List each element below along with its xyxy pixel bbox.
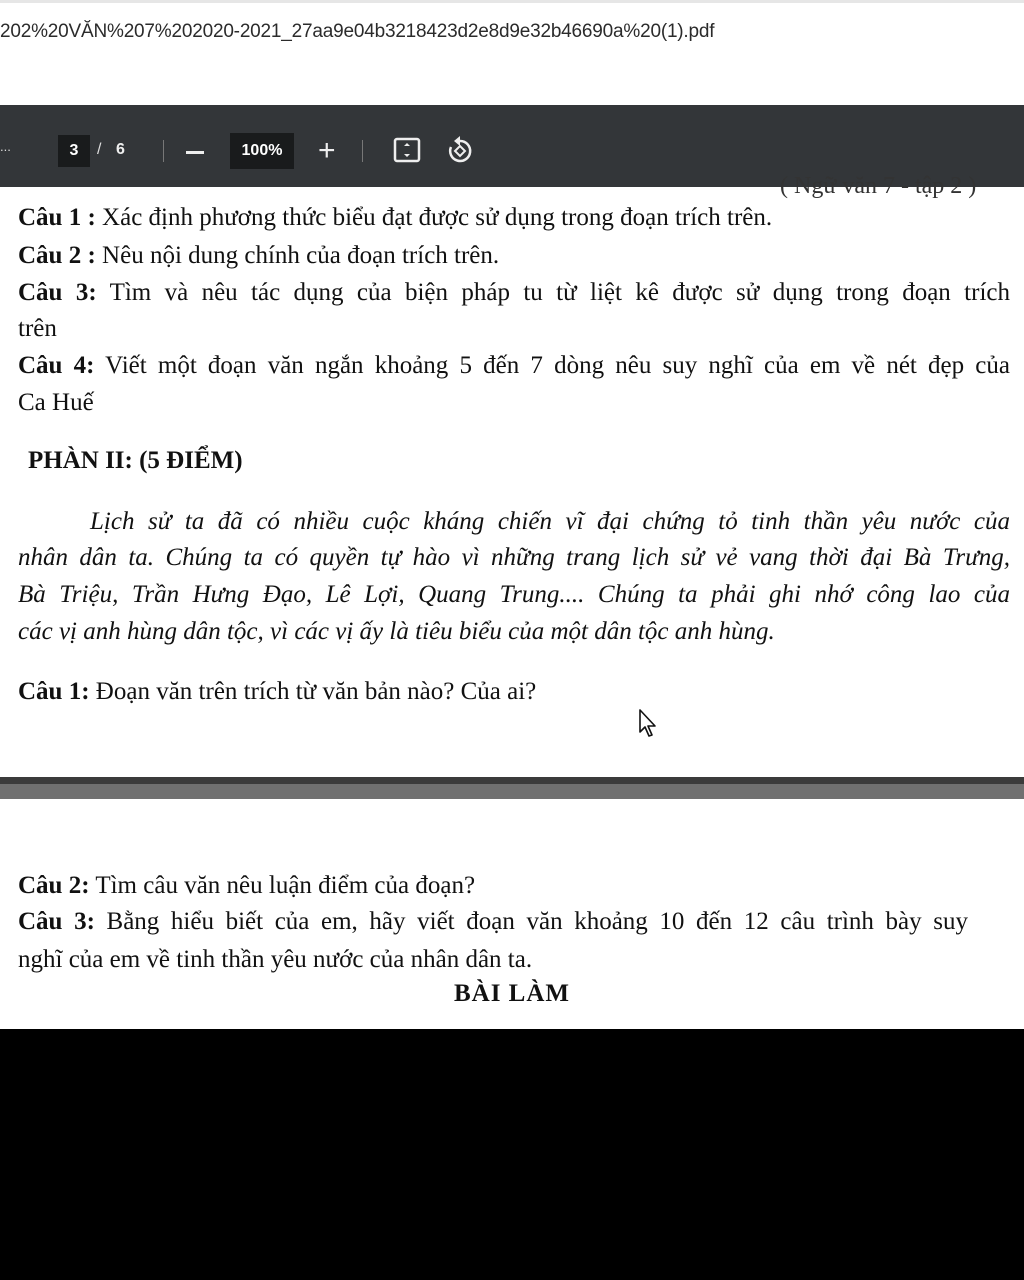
- toolbar-divider: [362, 140, 363, 162]
- pdf-page-4: [0, 799, 1024, 1029]
- part-2-question-3-cont: nghĩ của em về tinh thần yêu nước của nhân dân ta.: [18, 946, 533, 973]
- question-3-cont: trên: [18, 315, 57, 342]
- part-2-heading: PHÀN II: (5 ĐIỂM): [28, 447, 243, 474]
- part-2-question-3: Câu 3: Bằng hiểu biết của em, hãy viết đoạn văn khoảng 10 đến 12 câu trình bày suy: [18, 908, 968, 935]
- answer-heading: BÀI LÀM: [453, 980, 571, 1007]
- mouse-pointer-icon: [638, 708, 658, 738]
- question-3: Câu 3: Tìm và nêu tác dụng của biện pháp tu từ liệt kê được sử dụng trong đoạn trích: [18, 279, 1010, 306]
- rotate-icon[interactable]: [446, 135, 474, 165]
- pdf-page-3: [0, 173, 1024, 777]
- passage-line-3: Bà Triệu, Trần Hưng Đạo, Lê Lợi, Quang Trung.... Chúng ta phải ghi nhớ công lao của: [18, 581, 1010, 608]
- passage-line-1: Lịch sử ta đã có nhiều cuộc kháng chiến vĩ đại chứng tỏ tinh thần yêu nước của: [90, 508, 1010, 535]
- zoom-out-button[interactable]: [186, 151, 204, 154]
- zoom-in-button[interactable]: +: [318, 134, 336, 167]
- page-separator-band: [0, 777, 1024, 799]
- page-separator: /: [97, 141, 102, 158]
- address-bar[interactable]: [0, 0, 1024, 60]
- passage-line-2: nhân dân ta. Chúng ta có quyền tự hào vì những trang lịch sử vẻ vang thời đại Bà Trưng,: [18, 544, 1010, 571]
- passage-line-4: các vị anh hùng dân tộc, vì các vị ấy là tiêu biểu của một dân tộc anh hùng.: [18, 618, 775, 645]
- question-4-cont: Ca Huế: [18, 389, 94, 416]
- toolbar-divider: [163, 140, 164, 162]
- page-total: 6: [116, 141, 125, 158]
- part-2-question-2: Câu 2: Tìm câu văn nêu luận điểm của đoạn?: [18, 872, 476, 899]
- clipped-header: ( Ngữ văn 7 - tập 2 ): [780, 173, 977, 199]
- part-2-question-1: Câu 1: Đoạn văn trên trích từ văn bản nào? Của ai?: [18, 678, 537, 705]
- zoom-input[interactable]: 100%: [230, 133, 294, 169]
- fit-page-icon[interactable]: [393, 137, 421, 163]
- question-1: Câu 1 : Xác định phương thức biểu đạt được sử dụng trong đoạn trích trên.: [18, 204, 773, 231]
- menu-button[interactable]: ...: [0, 139, 11, 154]
- question-4: Câu 4: Viết một đoạn văn ngắn khoảng 5 đến 7 dòng nêu suy nghĩ của em về nét đẹp của: [18, 352, 1010, 379]
- question-2: Câu 2 : Nêu nội dung chính của đoạn trích trên.: [18, 242, 500, 269]
- page-number-input[interactable]: 3: [58, 135, 90, 167]
- viewer-top-gap: [0, 60, 1024, 105]
- url-text[interactable]: 202%20VĂN%207%202020-2021_27aa9e04b3218423d2e8d9e32b46690a%20(1).pdf: [0, 21, 715, 42]
